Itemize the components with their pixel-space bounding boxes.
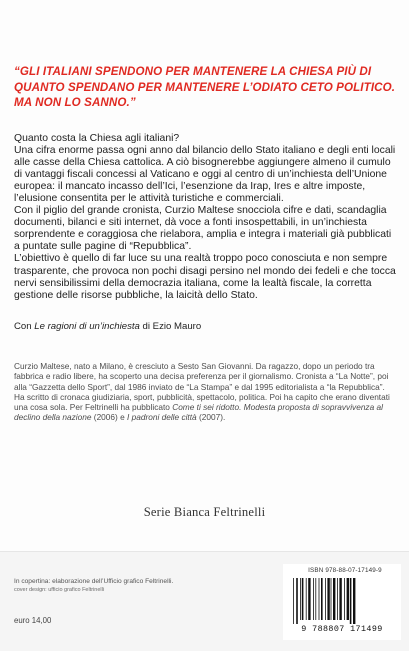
intro-paragraph: Con il piglio del grande cronista, Curzio Maltese snocciola cifre e dati, scandaglia documenti, bilanci e siti internet, dà voce a fonti insospettabili, in un’inchiesta sorprendente e coraggiosa che rielabora, amplia e integra i materiali già pubblicati a puntate sulle pagine di “Repubblica”. [14, 205, 392, 253]
barcode-block [283, 564, 401, 640]
series-name: Serie Bianca Feltrinelli [143, 505, 266, 519]
barcode-bar [308, 578, 310, 620]
barcode-bar [325, 578, 326, 620]
barcode-bar [327, 578, 329, 620]
intro-text [14, 133, 399, 302]
barcode-image [292, 578, 396, 624]
cover-design-line: cover design: ufficio grafico Feltrinelli [14, 587, 105, 593]
barcode-bar [347, 578, 349, 620]
barcode-bar [319, 578, 320, 620]
bio-text: (2006) e [91, 412, 128, 423]
cover-quote: “GLI ITALIANI SPENDONO PER MANTENERE LA CHIESA PIÙ DI QUANTO SPENDANO PER MANTENERE L’ODIATO CETO POLITICO. MA NON LO SANNO.” [14, 65, 396, 109]
author-bio [14, 361, 396, 423]
bio-text: Curzio Maltese, nato a Milano, è cresciuto a Sesto San Giovanni. Da ragazzo, dopo un periodo tra fabbrica e radio libere, ha scoperto una decisa preferenza per il giornalismo. Cronista a “La Notte”, poi alla “Gazzetta dello Sport”, dal 1986 inviato de “La Stampa” e dal 1995 editorialista a “la Repubblica”. Ha scritto di cronaca giudiziaria, sport, pubblicità, spettacolo, politica. Poi ha capito che erano diventati una cosa sola. Per Feltrinelli ha pubblicato [14, 361, 390, 413]
barcode-bar [302, 578, 304, 620]
barcode-bar [339, 578, 341, 620]
barcode-bar [337, 578, 338, 620]
credit-suffix: di Ezio Mauro [139, 321, 202, 332]
barcode-bar [293, 578, 294, 624]
price-label: euro 14,00 [14, 616, 52, 625]
barcode-bar [350, 578, 352, 624]
cover-credit [14, 577, 254, 595]
barcode-bar [344, 578, 345, 620]
barcode-bar [321, 578, 323, 620]
barcode-bar [313, 578, 314, 620]
barcode-bar [331, 578, 332, 620]
credit-prefix: Con [14, 321, 35, 332]
bio-book-title: Come ti sei ridotto. Modesta proposta di sopravvivenza al declino della nazione [14, 402, 383, 423]
barcode-bar [315, 578, 316, 620]
barcode-bar [306, 578, 307, 620]
credit-book-title: Le ragioni di un’inchiesta [34, 321, 140, 332]
intro-paragraph: L’obiettivo è quello di far luce su una realtà troppo poco conosciuta e non sempre trasparente, che provoca non pochi disagi persino nel mondo dei fedeli e che tocca nervi sensibilissimi della democrazia italiana, come la lealtà fiscale, la corretta gestione delle risorse pubbliche, la laicità dello Stato. [14, 253, 396, 301]
barcode-bar [333, 578, 335, 620]
bio-text: (2007). [196, 412, 226, 423]
intro-question: Quanto costa la Chiesa agli italiani? [14, 133, 180, 144]
bio-book-title: I padroni delle città [127, 412, 197, 423]
isbn-label: ISBN 978-88-07-17149-9 [308, 567, 382, 574]
ean-digits: 9 788807 171499 [301, 624, 383, 634]
preface-credit [14, 321, 394, 333]
barcode-bar [353, 578, 355, 624]
cover-credit-line: In copertina: elaborazione dell’Ufficio grafico Feltrinelli. [14, 578, 174, 585]
barcode-bar [300, 578, 301, 620]
barcode-bar [296, 578, 298, 624]
intro-paragraph: Una cifra enorme passa ogni anno dal bilancio dello Stato italiano e degli enti locali alle casse della Chiesa cattolica. A ciò bisognerebbe aggiungere almeno il cumulo di vantaggi fiscali concessi al Vaticano e oggi al centro di un’inchiesta dell’Unione europea: il mancato incasso dell’Ici, l’esenzione da Irap, Ires e altre imposte, l’elusione consentita per le attività turistiche e commerciali. [14, 145, 396, 205]
